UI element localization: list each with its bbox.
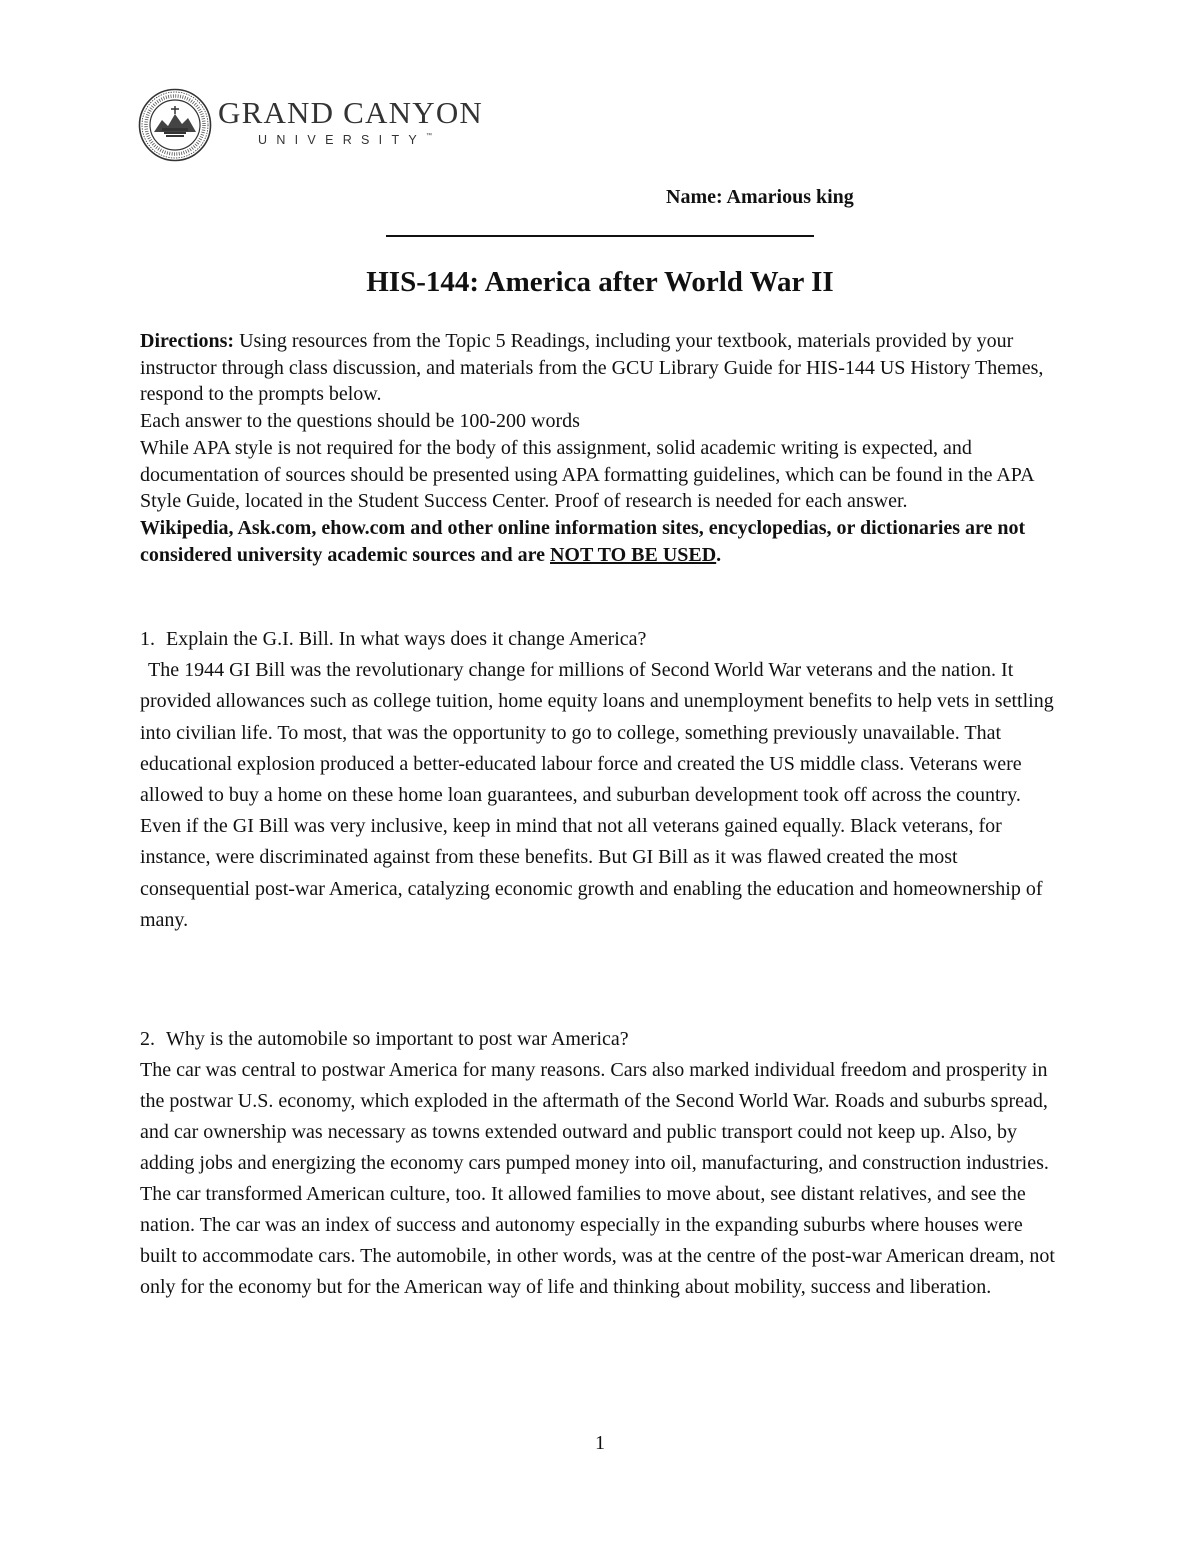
university-seal-icon	[138, 88, 212, 162]
question-prompt: 1. Explain the G.I. Bill. In what ways does it change America?	[140, 624, 1060, 655]
question-block	[140, 624, 1060, 936]
question-block	[140, 1024, 1060, 1303]
university-logo	[138, 88, 483, 162]
university-subtitle: UNIVERSITY™	[258, 133, 433, 147]
sources-warning: Wikipedia, Ask.com, ehow.com and other online information sites, encyclopedias, or dictionaries are not considered university academic sources and are NOT TO BE USED.	[140, 516, 1026, 566]
word-count-requirement: Each answer to the questions should be 100-200 words	[140, 410, 580, 433]
name-value: Amarious king	[726, 186, 854, 208]
university-name: GRAND CANYON	[218, 95, 483, 130]
page-title: HIS-144: America after World War II	[366, 266, 834, 298]
name-underline	[386, 235, 814, 237]
directions-section	[140, 328, 1060, 568]
answer-text: The 1944 GI Bill was the revolutionary change for millions of Second World War veterans and the nation. It provided allowances such as college tuition, home equity loans and unemployment benefits to help vets in settling into civilian life. To most, that was the opportunity to go to college, something previously unavailable. That educational explosion produced a better-educated labour force and created the US middle class. Veterans were allowed to buy a home on these home loan guarantees, and suburban development took off across the country. Even if the GI Bill was very inclusive, keep in mind that not all veterans gained equally. Black veterans, for instance, were discriminated against from these benefits. But GI Bill as it was flawed created the most consequential post-war America, catalyzing economic growth and enabling the education and homeownership of many.	[140, 659, 1054, 931]
university-wordmark	[218, 97, 483, 147]
answer-text: The car was central to postwar America for many reasons. Cars also marked individual freedom and prosperity in the postwar U.S. economy, which exploded in the aftermath of the Second World War. Roads and suburbs spread, and car ownership was necessary as towns extended outward and public transport could not keep up. Also, by adding jobs and energizing the economy cars pumped money into oil, manufacturing, and construction industries. The car transformed American culture, too. It allowed families to move about, see distant relatives, and see the nation. The car was an index of success and autonomy especially in the expanding suburbs where houses were built to accommodate cars. The automobile, in other words, was at the centre of the post-war American dream, not only for the economy but for the American way of life and thinking about mobility, success and liberation.	[140, 1059, 1055, 1298]
page-number: 1	[595, 1432, 605, 1454]
question-prompt: 2. Why is the automobile so important to post war America?	[140, 1024, 1060, 1055]
not-to-be-used: NOT TO BE USED	[549, 543, 717, 566]
name-label: Name:	[666, 186, 723, 208]
directions-label: Directions:	[140, 330, 235, 352]
question-number: 2.	[140, 1028, 155, 1050]
student-name	[666, 186, 854, 209]
directions-paragraph: Directions: Using resources from the Topic 5 Readings, including your textbook, materials provided by your instructor through class discussion, and materials from the GCU Library Guide for HIS-144 US History Themes, respond to the prompts below.	[140, 330, 1044, 406]
question-number: 1.	[140, 628, 155, 650]
apa-requirement: While APA style is not required for the body of this assignment, solid academic writing is expected, and documentation of sources should be presented using APA formatting guidelines, which can be found in the APA Style Guide, located in the Student Success Center. Proof of research is needed for each answer.	[140, 436, 1034, 513]
